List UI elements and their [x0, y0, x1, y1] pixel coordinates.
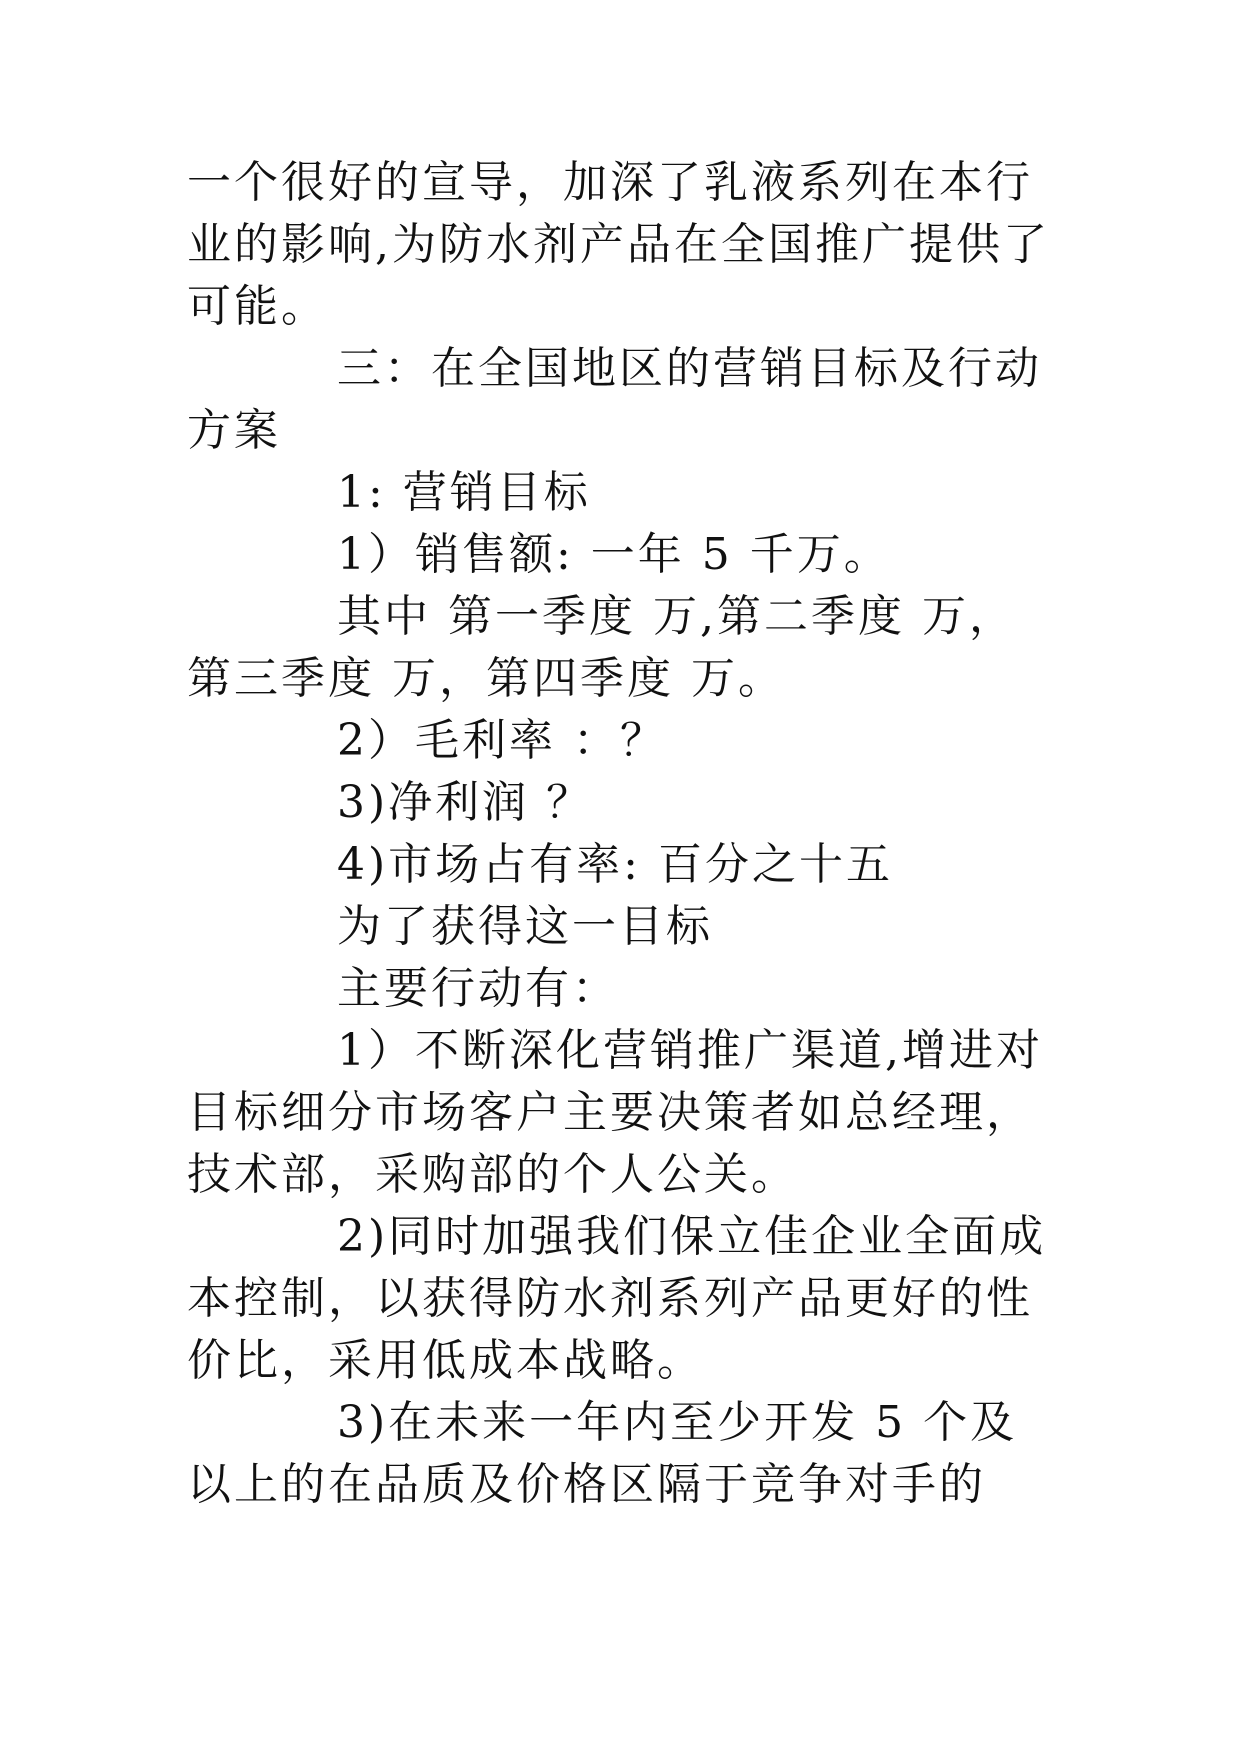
action-item-2: 2)同时加强我们保立佳企业全面成本控制，以获得防水剂系列产品更好的性价比，采用低成本战略。 — [187, 1211, 1047, 1386]
section-heading-marketing-goals: 三：在全国地区的营销目标及行动方案 — [187, 343, 1042, 456]
item-sales-amount: 1）销售额: 一年 5 千万。 — [337, 529, 891, 580]
item-market-share: 4)市场占有率: 百分之十五 — [337, 839, 893, 890]
line-main-actions: 主要行动有： — [337, 963, 619, 1014]
paragraph-intro: 一个很好的宣导，加深了乳液系列在本行业的影响,为防水剂产品在全国推广提供了可能。 — [187, 157, 1050, 332]
action-item-1: 1）不断深化营销推广渠道,增进对目标细分市场客户主要决策者如总经理，技术部，采购部的个人公关。 — [187, 1025, 1043, 1200]
subheading-marketing-target: 1: 营销目标 — [337, 467, 591, 518]
action-item-3: 3)在未来一年内至少开发 5 个及以上的在品质及价格区隔于竞争对手的 — [187, 1397, 1018, 1510]
document-body — [187, 152, 1057, 1516]
line-goal-intro: 为了获得这一目标 — [337, 901, 713, 952]
item-gross-margin: 2）毛利率 ：？ — [337, 715, 667, 766]
item-quarterly-breakdown: 其中 第一季度 万,第二季度 万，第三季度 万，第四季度 万。 — [187, 591, 1016, 704]
item-net-profit: 3)净利润 ？ — [337, 777, 594, 828]
